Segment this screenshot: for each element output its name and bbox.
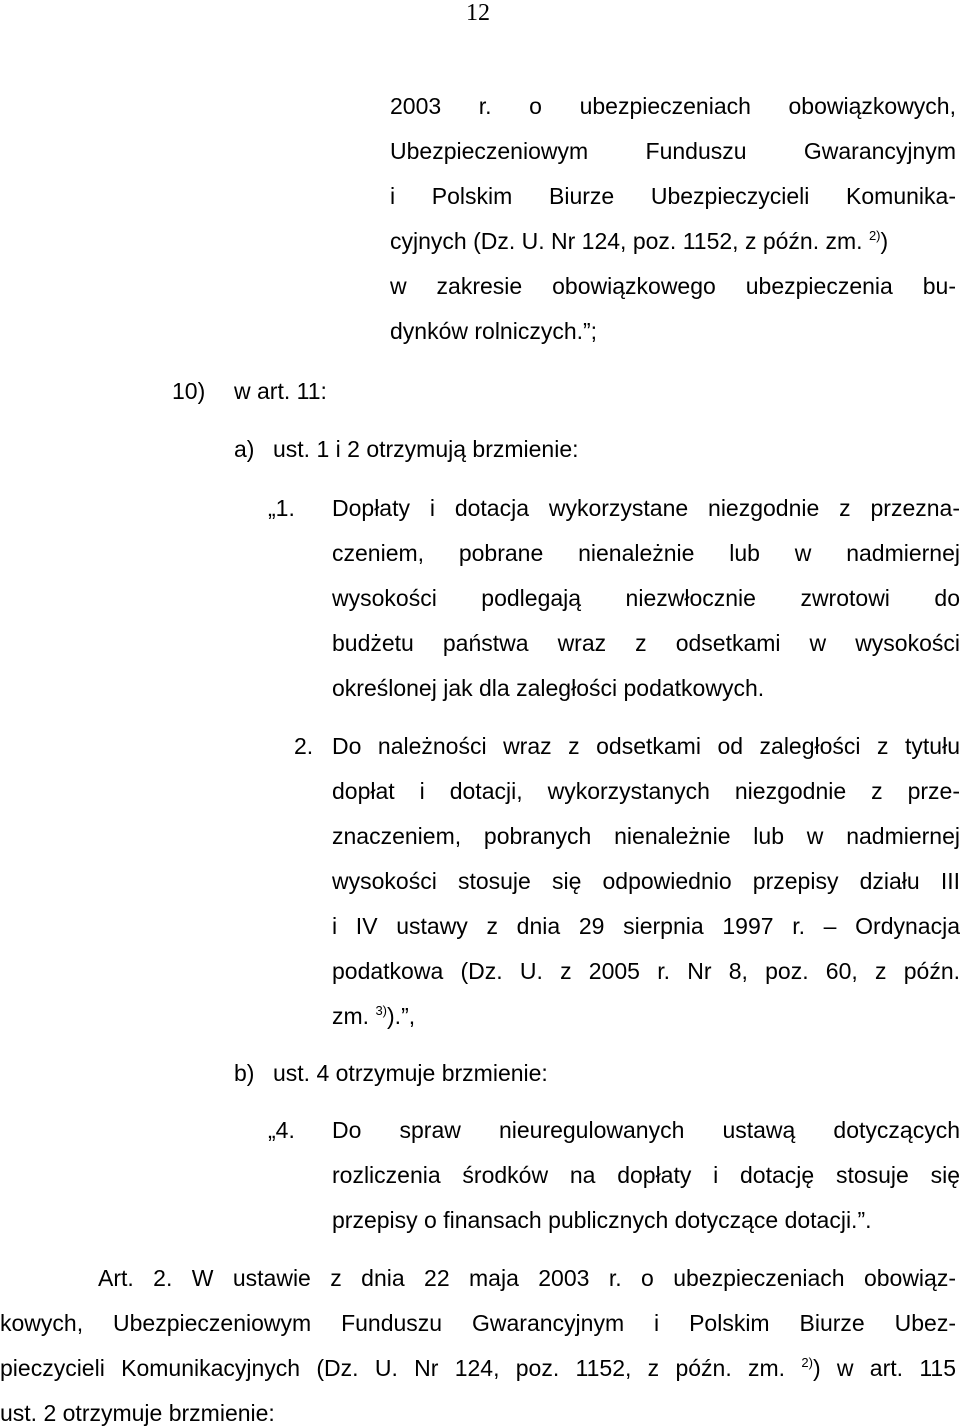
- text-line: Dopłaty i dotacja wykorzystane niezgodnie z przezna-: [332, 495, 960, 521]
- text-line: zm. $^{3)}$).”,: [332, 1003, 416, 1029]
- para-4-label: „4.: [268, 1117, 295, 1143]
- text-line: cyjnych (Dz. U. Nr 124, poz. 1152, z późn. zm. $^{2)}$): [390, 228, 889, 254]
- footnote-ref: 3): [375, 1003, 388, 1018]
- item-b-label: b): [234, 1060, 255, 1086]
- article-2-line: pieczycieli Komunikacyjnych (Dz. U. Nr 124, poz. 1152, z późn. zm. $^{2)}$) w art. 115: [0, 1355, 956, 1381]
- text-line: Do spraw nieuregulowanych ustawą dotyczących: [332, 1117, 960, 1143]
- text-line: i Polskim Biurze Ubezpieczycieli Komunika-: [390, 183, 956, 209]
- text-line: znaczeniem, pobranych nienależnie lub w nadmiernej: [332, 823, 960, 849]
- text-line: Ubezpieczeniowym Funduszu Gwarancyjnym: [390, 138, 956, 164]
- text-line: określonej jak dla zaległości podatkowych.: [332, 675, 765, 701]
- para-2-label: 2.: [294, 733, 314, 759]
- item-10-text: w art. 11:: [234, 378, 327, 404]
- text-line: Do należności wraz z odsetkami od zaległości z tytułu: [332, 733, 960, 759]
- article-2-line: ust. 2 otrzymuje brzmienie:: [0, 1400, 275, 1426]
- text-line: dopłat i dotacji, wykorzystanych niezgodnie z prze-: [332, 778, 960, 804]
- footnote-ref: 2): [868, 228, 881, 243]
- item-a-text: ust. 1 i 2 otrzymują brzmienie:: [273, 436, 579, 462]
- text-line: podatkowa (Dz. U. z 2005 r. Nr 8, poz. 60, z późn.: [332, 958, 960, 984]
- article-2-line: kowych, Ubezpieczeniowym Funduszu Gwarancyjnym i Polskim Biurze Ubez-: [0, 1310, 956, 1336]
- text-line: 2003 r. o ubezpieczeniach obowiązkowych,: [390, 93, 956, 119]
- page-number: 12: [466, 0, 490, 26]
- text-line: wysokości podlegają niezwłocznie zwrotowi do: [332, 585, 960, 611]
- text-line: w zakresie obowiązkowego ubezpieczenia bu-: [390, 273, 956, 299]
- article-2-line: Art. 2. W ustawie z dnia 22 maja 2003 r. o ubezpieczeniach obowiąz-: [98, 1265, 956, 1291]
- item-b-text: ust. 4 otrzymuje brzmienie:: [273, 1060, 548, 1086]
- footnote-ref: 2): [801, 1355, 813, 1370]
- text-line: czeniem, pobrane nienależnie lub w nadmiernej: [332, 540, 960, 566]
- text-line: wysokości stosuje się odpowiednio przepisy działu III: [332, 868, 960, 894]
- text-line: rozliczenia środków na dopłaty i dotację stosuje się: [332, 1162, 960, 1188]
- text-line: dynków rolniczych.”;: [390, 318, 598, 344]
- item-10-label: 10): [172, 378, 206, 404]
- para-1-label: „1.: [268, 495, 295, 521]
- text-line: przepisy o finansach publicznych dotyczące dotacji.”.: [332, 1207, 872, 1233]
- item-a-label: a): [234, 436, 255, 462]
- text-line: i IV ustawy z dnia 29 sierpnia 1997 r. – Ordynacja: [332, 913, 960, 939]
- text-line: budżetu państwa wraz z odsetkami w wysokości: [332, 630, 960, 656]
